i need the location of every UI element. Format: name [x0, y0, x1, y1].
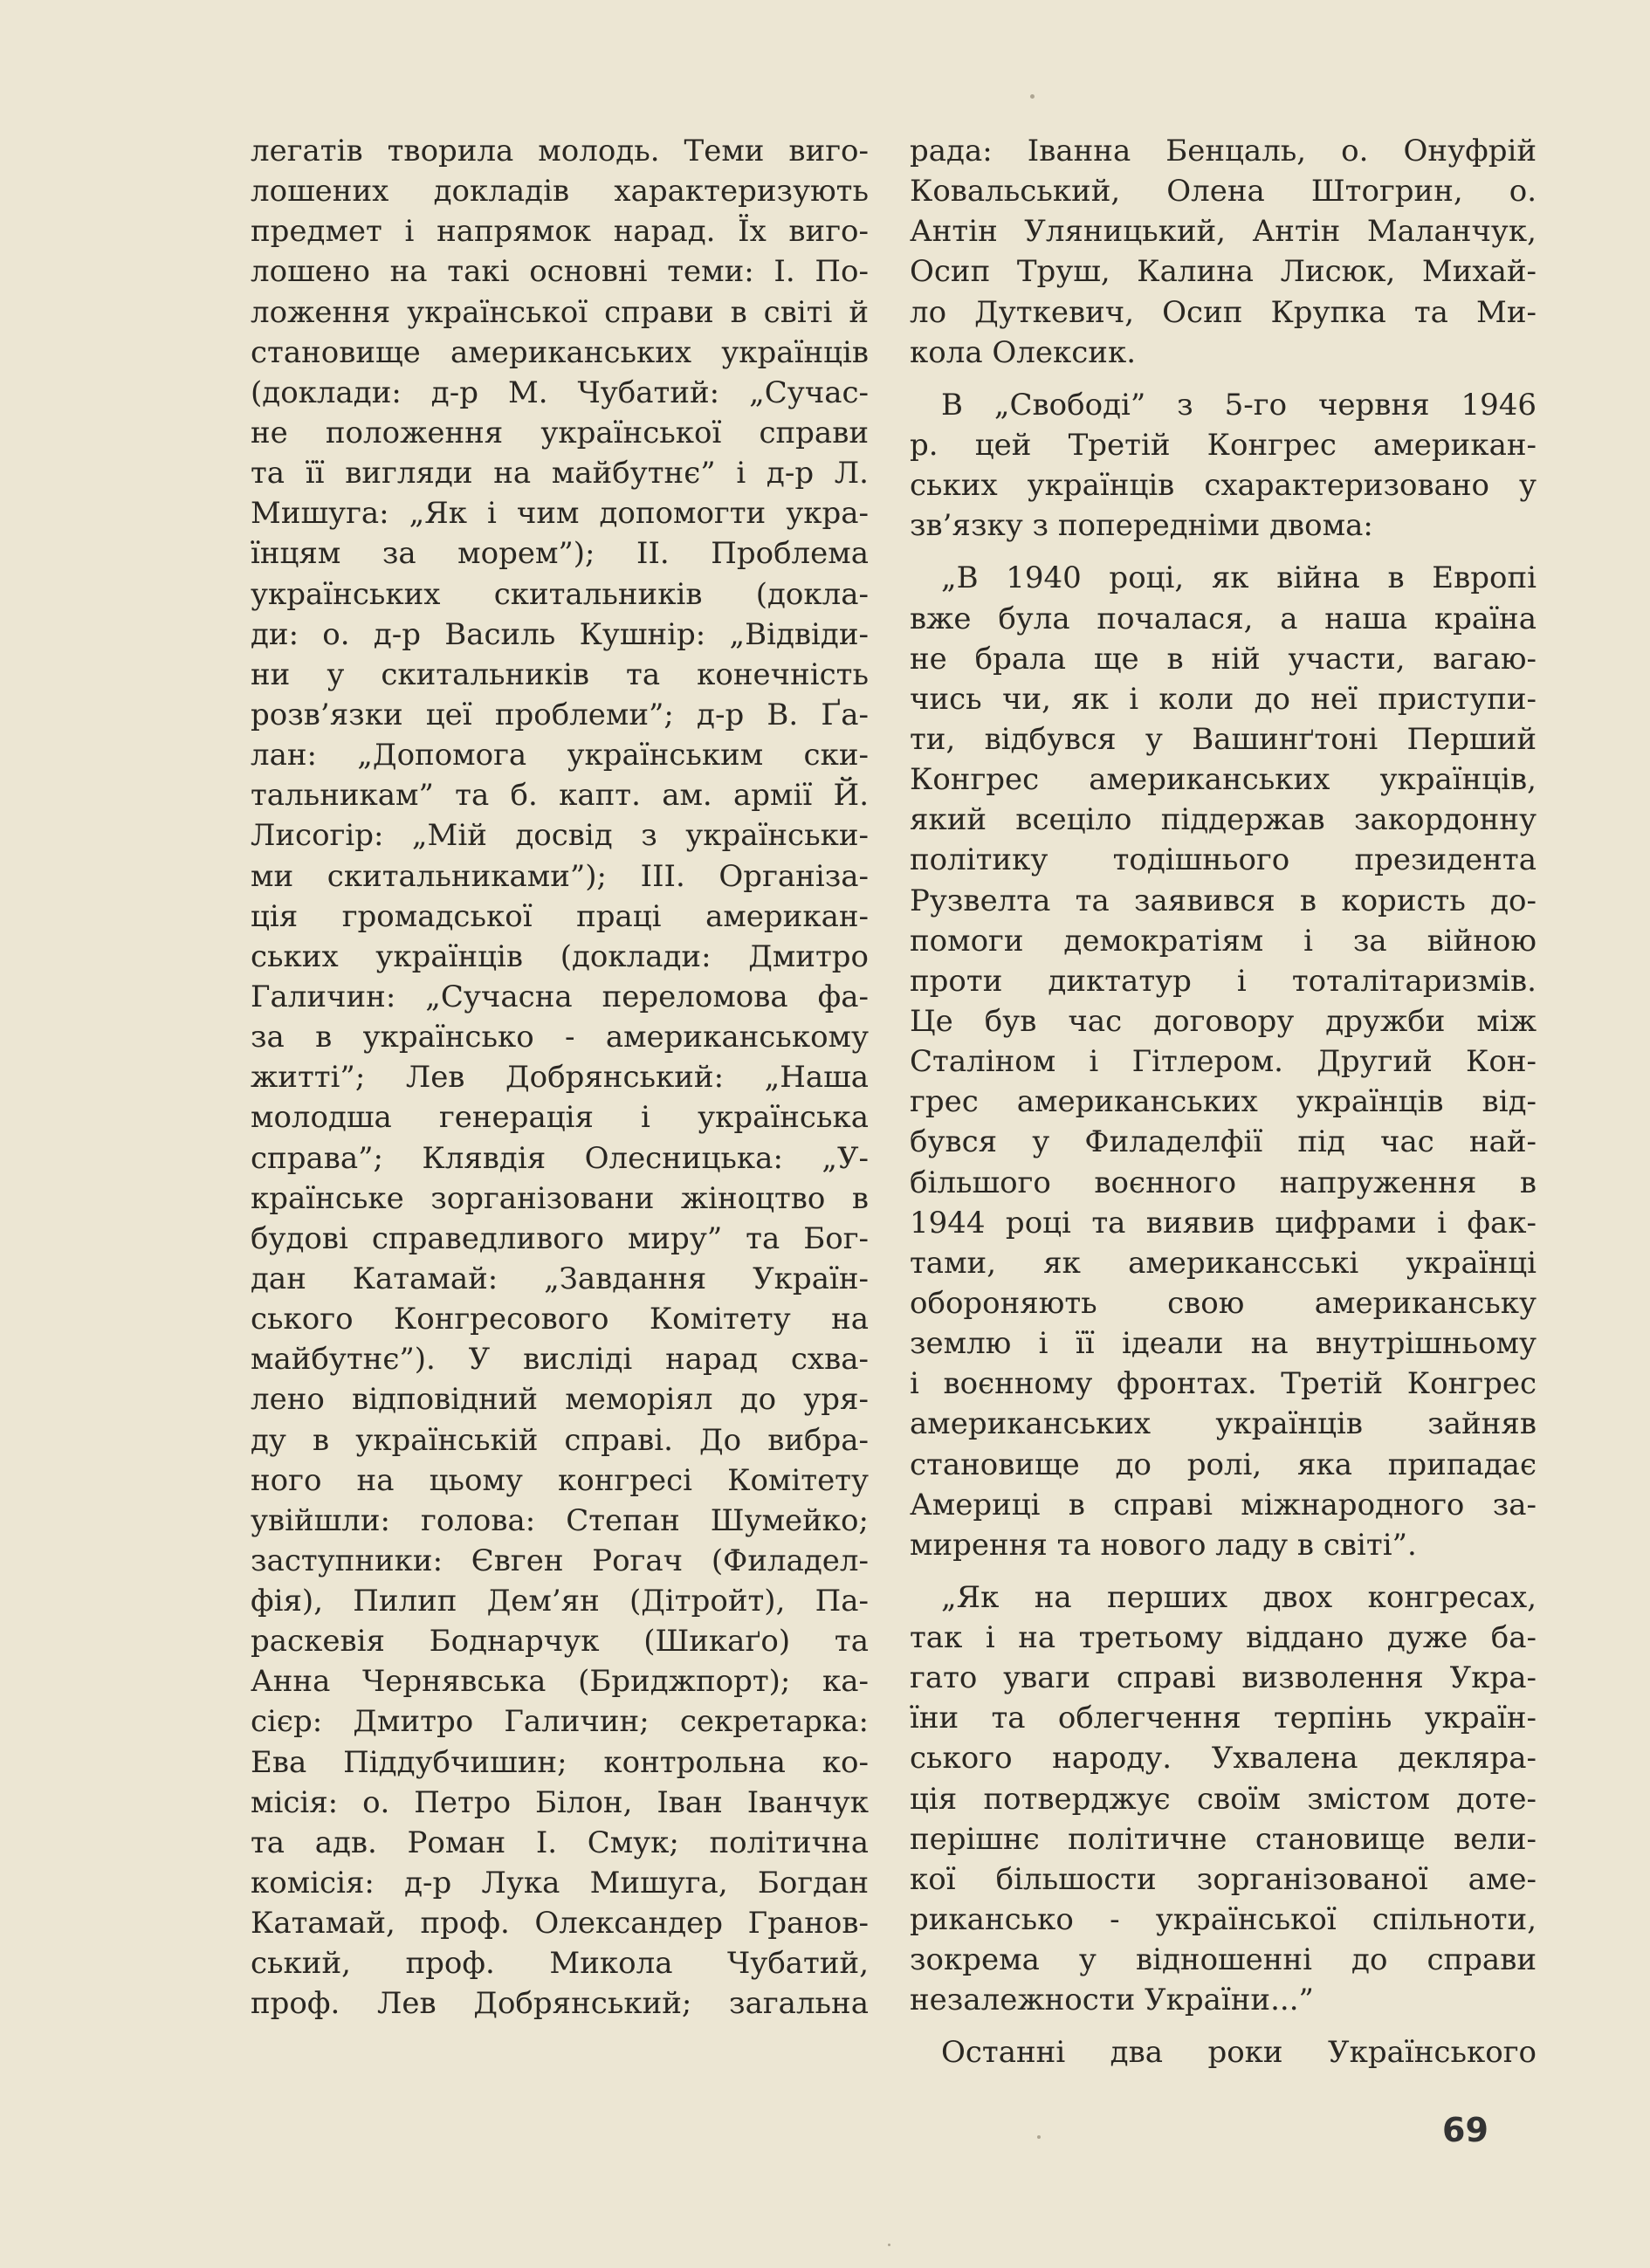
text-line: Мишуга: „Як і чим допомогти укра- [251, 496, 869, 532]
text-line: ло Дуткевич, Осип Крупка та Ми- [910, 294, 1537, 330]
text-line: Сталіном і Гітлером. Другий Кон- [910, 1044, 1537, 1080]
text-line: ського Конгресового Комітету на [251, 1302, 869, 1337]
text-line: Лисогір: „Мій досвід з українськи- [251, 818, 869, 854]
text-line: зокрема у відношенні до справи [910, 1942, 1537, 1978]
text-line: заступники: Євген Рогач (Филадел- [251, 1543, 869, 1578]
text-line: лошено на такі основні теми: І. По- [251, 254, 869, 290]
text-line: Галичин: „Сучасна переломова фа- [251, 979, 869, 1014]
paper-speck [1030, 94, 1035, 99]
text-line: бувся у Филаделфії під час най- [910, 1124, 1537, 1160]
text-line: лошених докладів характеризують [251, 174, 869, 210]
text-line: розв’язки цеї проблеми”; д-р В. Ґа- [251, 697, 869, 732]
text-line: не брала ще в ній участи, вагаю- [910, 641, 1537, 677]
text-line: 1944 році та виявив цифрами і фак- [910, 1205, 1537, 1241]
text-line: фія), Пилип Дем’ян (Дітройт), Па- [251, 1584, 869, 1619]
text-line: тами, як американсські українці [910, 1245, 1537, 1281]
text-line: Ева Піддубчишин; контрольна ко- [251, 1744, 869, 1780]
text-line: грес американських українців від- [910, 1084, 1537, 1120]
text-line: та адв. Роман І. Смук; політична [251, 1825, 869, 1860]
text-line: більшого воєнного напруження в [910, 1165, 1537, 1200]
text-line: ський, проф. Микола Чубатий, [251, 1946, 869, 1982]
text-line: так і на третьому віддано дуже ба- [910, 1620, 1537, 1656]
text-line: та її вигляди на майбутнє” і д-р Л. [251, 456, 869, 491]
text-line: тальникам” та б. капт. ам. армії Й. [251, 778, 869, 814]
text-line: проти диктатур і тоталітаризмів. [910, 963, 1537, 999]
text-line: незалежности України...” [910, 1983, 1314, 2018]
text-line: (доклади: д-р М. Чубатий: „Сучас- [251, 375, 869, 410]
text-line: не положення української справи [251, 415, 869, 450]
text-line: становище до ролі, яка припадає [910, 1447, 1537, 1482]
text-line: легатів творила молодь. Теми виго- [251, 134, 869, 168]
text-line: лан: „Допомога українським ски- [251, 738, 869, 773]
text-line: майбутнє”). У висліді нарад схва- [251, 1342, 869, 1378]
text-line: помоги демократіям і за війною [910, 923, 1537, 959]
text-line: ських українців схарактеризовано у [910, 468, 1537, 504]
text-line: р. цей Третій Конгрес американ- [910, 427, 1537, 463]
paper-speck [888, 2244, 890, 2246]
text-line: ми скитальниками”); ІІІ. Організа- [251, 858, 869, 894]
text-line: за в українсько - американському [251, 1020, 869, 1055]
text-line: ських українців (доклади: Дмитро [251, 938, 869, 974]
text-line: ського народу. Ухвалена деклярa- [910, 1741, 1537, 1777]
text-line: раскевія Боднарчук (Шикаґо) та [251, 1624, 869, 1660]
text-line: ни у скитальників та конечність [251, 656, 869, 692]
text-line: рада: Іванна Бенцаль, о. Онуфрій [910, 134, 1537, 168]
text-line: Рузвелта та заявився в користь до- [910, 883, 1537, 918]
text-line: ди: о. д-р Василь Кушнір: „Відвіди- [251, 616, 869, 652]
text-line: дан Катамай: „Завдання Україн- [251, 1261, 869, 1296]
text-line: Анна Чернявська (Бриджпорт); ка- [251, 1664, 869, 1700]
text-line: ного на цьому конгресі Комітету [251, 1462, 869, 1498]
text-line: становище американських українців [251, 334, 869, 370]
text-line: мирення та нового ладу в світі”. [910, 1527, 1417, 1563]
text-line: їнцям за морем”); ІІ. Проблема [251, 536, 869, 572]
text-line: країнське зорганізовани жіноцтво в [251, 1180, 869, 1216]
text-line: Конгрес американських українців, [910, 762, 1537, 798]
text-line: риканськo - української спільноти, [910, 1902, 1537, 1938]
text-line: ти, відбувся у Вашинґтоні Перший [910, 721, 1537, 757]
text-line: справа”; Клявдія Олесницька: „У- [251, 1140, 869, 1176]
text-line: „Як на перших двох конгресах, [941, 1579, 1537, 1615]
text-line: Це був час договору дружби між [910, 1003, 1537, 1039]
text-line: предмет і напрямок нарад. Їх виго- [251, 214, 869, 250]
text-line: В „Свободі” з 5-го червня 1946 [941, 387, 1537, 423]
text-line: вже була почалася, а наша країна [910, 601, 1537, 636]
text-line: землю і її ідеали на внутрішньому [910, 1326, 1537, 1362]
text-line: кола Олексик. [910, 334, 1137, 370]
text-line: їни та облегчення терпінь україн- [910, 1701, 1537, 1736]
text-line: Ковальський, Олена Штогрин, о. [910, 174, 1537, 210]
text-line: будові справедливого миру” та Бог- [251, 1220, 869, 1256]
left-text-column [251, 131, 869, 2024]
text-line: Осип Труш, Калина Лисюк, Михай- [910, 254, 1537, 290]
right-text-column [910, 131, 1537, 2073]
text-line: обороняють свою американську [910, 1285, 1537, 1321]
text-line: місія: о. Петро Білон, Іван Іванчук [251, 1784, 869, 1820]
text-line: політику тодішнього президента [910, 842, 1537, 878]
text-line: кої більшости зорганізованої аме- [910, 1861, 1537, 1897]
text-line: Катамай, проф. Олександер Гранов- [251, 1906, 869, 1942]
text-line: комісія: д-р Лука Мишуга, Богдан [251, 1866, 869, 1901]
text-line: Останні два роки Українського [941, 2035, 1537, 2071]
text-line: житті”; Лев Добрянський: „Наша [251, 1060, 869, 1096]
text-line: перішнє політичне становище вели- [910, 1821, 1537, 1857]
text-line: молодша генерація і українська [251, 1100, 869, 1136]
text-line: проф. Лев Добрянський; загальна [251, 1986, 869, 2022]
text-line: сієр: Дмитро Галичин; секретарка: [251, 1704, 869, 1740]
text-line: і воєнному фронтах. Третій Конгрес [910, 1366, 1537, 1402]
text-line: ложення української справи в світі й [251, 294, 869, 330]
text-line: ція потверджує своїм змістом доте- [910, 1781, 1537, 1817]
text-line: „В 1940 році, як війна в Европі [941, 560, 1537, 596]
text-line: Америці в справі міжнародного за- [910, 1487, 1537, 1522]
text-line: лено відповідний меморіял до уря- [251, 1382, 869, 1418]
text-line: зв’язку з попередніми двома: [910, 508, 1373, 544]
page-number: 69 [1442, 2111, 1488, 2149]
text-line: Антін Уляницький, Антін Маланчук, [910, 214, 1537, 250]
text-line: ція громадської праці американ- [251, 898, 869, 934]
text-line: чись чи, як і коли до неї приступи- [910, 681, 1537, 717]
text-line: українських скитальників (доклa- [251, 576, 869, 612]
paper-speck [1037, 2135, 1041, 2139]
text-line: ду в українській справі. До вибра- [251, 1422, 869, 1458]
text-line: гато уваги справі визволення Укра- [910, 1660, 1537, 1696]
text-line: який всеціло піддержав закордонну [910, 802, 1537, 838]
text-line: американських українців зайняв [910, 1406, 1537, 1442]
text-line: увійшли: голова: Степан Шумейко; [251, 1502, 869, 1538]
